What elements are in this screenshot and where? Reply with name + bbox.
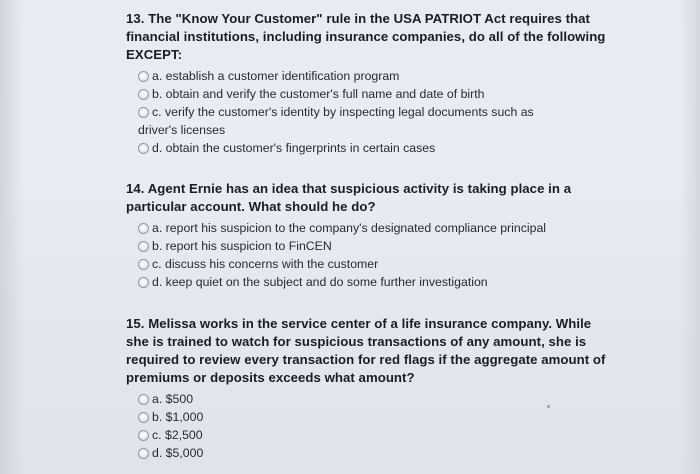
question-text: 14. Agent Ernie has an idea that suspicious activity is taking place in a particular account. What should he do? <box>126 181 572 214</box>
question-text: 13. The "Know Your Customer" rule in the USA PATRIOT Act requires that financial institutions, including insurance companies, do all of the following EXCEPT: <box>126 11 606 62</box>
photo-vignette-right <box>680 0 700 474</box>
option-15d[interactable] <box>138 444 606 462</box>
radio-button-icon[interactable] <box>138 277 149 288</box>
radio-button-icon[interactable] <box>138 259 149 270</box>
radio-button-icon[interactable] <box>138 71 149 82</box>
photo-vignette-left <box>0 0 24 474</box>
option-15a[interactable] <box>138 390 606 408</box>
option-14a[interactable] <box>138 219 606 237</box>
radio-button-icon[interactable] <box>138 430 149 441</box>
option-label: c. $2,500 <box>152 428 203 442</box>
option-15b[interactable] <box>138 408 606 426</box>
radio-button-icon[interactable] <box>138 394 149 405</box>
option-14b[interactable] <box>138 237 606 255</box>
question-14 <box>126 180 606 291</box>
radio-button-icon[interactable] <box>138 223 149 234</box>
question-13 <box>126 10 606 157</box>
option-14d[interactable] <box>138 273 606 291</box>
radio-button-icon[interactable] <box>138 107 149 118</box>
question-text: 15. Melissa works in the service center of a life insurance company. While she is trained to watch for suspicious transactions of any amount, she is required to review every transaction for red flags if the aggregate amount of premiums or deposits exceeds what amount? <box>126 316 606 385</box>
option-13c[interactable] <box>126 103 566 139</box>
radio-button-icon[interactable] <box>138 89 149 100</box>
option-label: b. $1,000 <box>152 410 204 424</box>
option-label: d. $5,000 <box>152 446 204 460</box>
question-15 <box>126 315 606 462</box>
option-label: a. $500 <box>152 392 194 406</box>
option-13a[interactable] <box>138 67 606 85</box>
option-label: c. discuss his concerns with the customer <box>152 257 379 271</box>
radio-button-icon[interactable] <box>138 143 149 154</box>
stray-dot-mark <box>547 405 550 408</box>
radio-button-icon[interactable] <box>138 241 149 252</box>
option-13d[interactable] <box>138 139 606 157</box>
option-label: c. verify the customer's identity by inspecting legal documents such as driver's licenses <box>138 105 534 137</box>
option-14c[interactable] <box>138 255 606 273</box>
option-13b[interactable] <box>138 85 606 103</box>
option-label: d. obtain the customer's fingerprints in certain cases <box>152 141 436 155</box>
option-label: b. report his suspicion to FinCEN <box>152 239 332 253</box>
option-label: a. report his suspicion to the company's designated compliance principal <box>152 221 547 235</box>
radio-button-icon[interactable] <box>138 412 149 423</box>
option-15c[interactable] <box>138 426 606 444</box>
option-label: d. keep quiet on the subject and do some further investigation <box>152 275 488 289</box>
radio-button-icon[interactable] <box>138 448 149 459</box>
option-label: b. obtain and verify the customer's full name and date of birth <box>152 87 485 101</box>
option-label: a. establish a customer identification program <box>152 69 400 83</box>
